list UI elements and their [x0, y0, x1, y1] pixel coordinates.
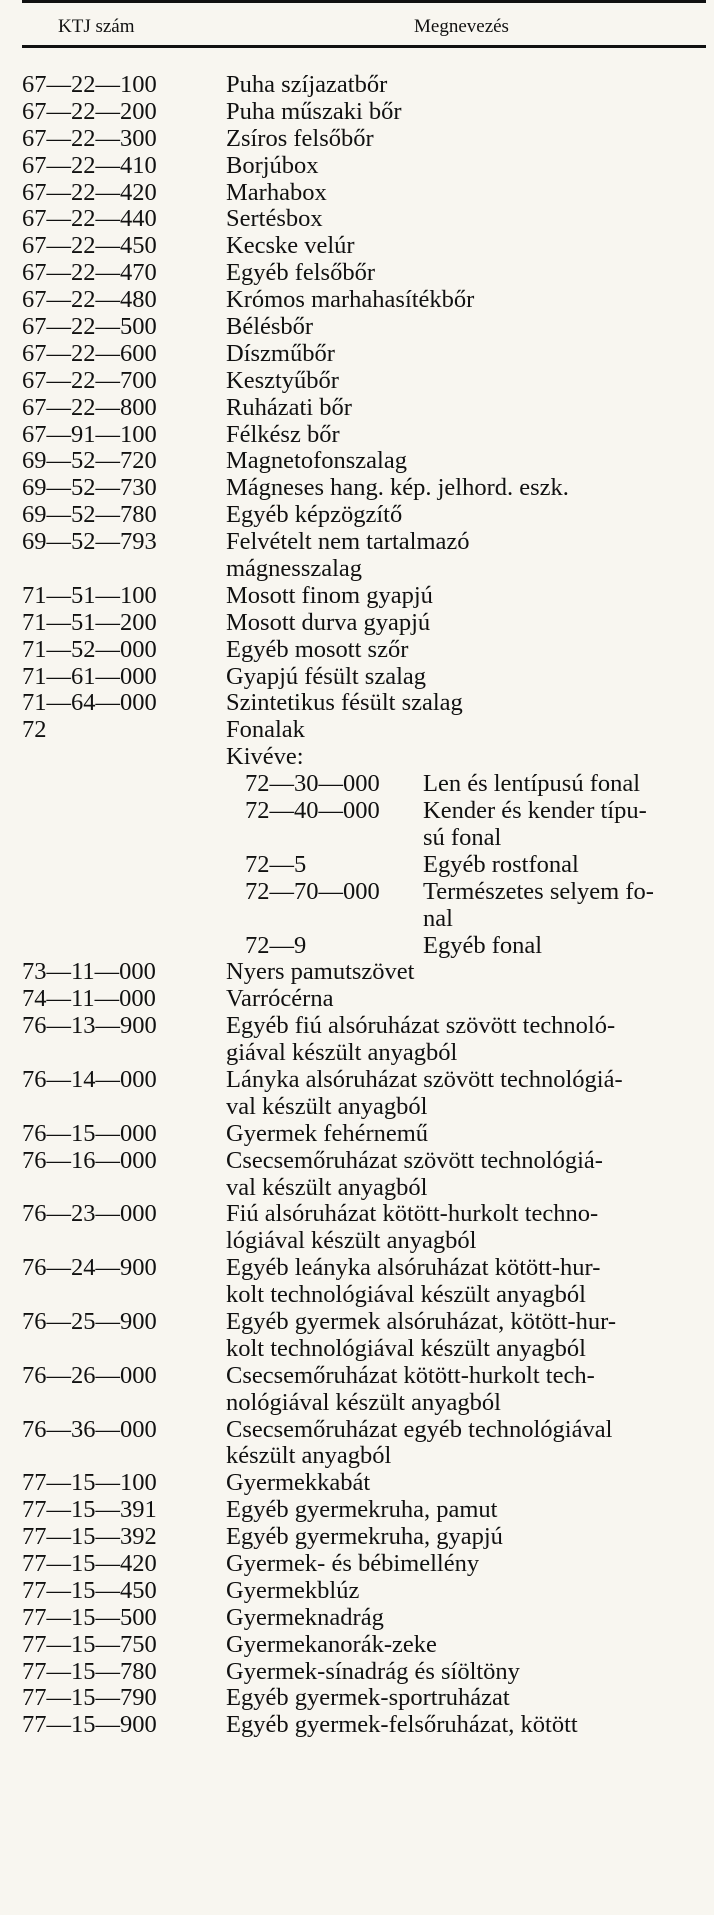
item-name: Csecsemőruházat egyéb technológiával: [226, 1415, 613, 1443]
table-row: [0, 690, 714, 717]
table-row: [0, 906, 714, 933]
item-name: Egyéb gyermek alsóruházat, kötött-hur-: [226, 1307, 617, 1335]
table-row: [0, 583, 714, 610]
table-row: [0, 879, 714, 906]
item-code: 69—52—780: [22, 501, 157, 529]
item-name: Gyermekanorák-zeke: [226, 1630, 437, 1658]
item-name: Díszműbőr: [226, 339, 335, 367]
item-code: 74—11—000: [22, 985, 156, 1013]
item-name: Sertésbox: [226, 205, 323, 233]
item-name: Egyéb gyermek-sportruházat: [226, 1684, 510, 1712]
item-name: Egyéb gyermek-felsőruházat, kötött: [226, 1711, 578, 1739]
item-code: 71—61—000: [22, 662, 157, 690]
item-code: 71—52—000: [22, 635, 157, 663]
item-name: Magnetofonszalag: [226, 447, 407, 475]
item-name: Csecsemőruházat szövött technológiá-: [226, 1146, 603, 1174]
item-name: Varrócérna: [226, 985, 334, 1013]
table-row: [0, 959, 714, 986]
table-row: [0, 1067, 714, 1094]
item-code: 76—36—000: [22, 1415, 157, 1443]
table-row: [0, 153, 714, 180]
item-name: Gyapjú fésült szalag: [226, 662, 427, 690]
table-row: [0, 341, 714, 368]
table-row: [0, 1632, 714, 1659]
item-code: 67—22—600: [22, 339, 157, 367]
item-code: 67—22—410: [22, 151, 157, 179]
item-code: 69—52—793: [22, 528, 157, 556]
item-code: 76—15—000: [22, 1119, 157, 1147]
table-row: [0, 1121, 714, 1148]
sub-item-name: sú fonal: [423, 823, 502, 851]
table-row: [0, 1605, 714, 1632]
table-row: [0, 448, 714, 475]
item-code: 76—23—000: [22, 1200, 157, 1228]
item-code: 67—22—480: [22, 286, 157, 314]
item-name: Gyermek fehérnemű: [226, 1119, 429, 1147]
item-name: Bélésbőr: [226, 313, 314, 341]
table-row: [0, 933, 714, 960]
item-code: 76—26—000: [22, 1361, 157, 1389]
table-row: [0, 1040, 714, 1067]
table-row: [0, 986, 714, 1013]
item-code: 69—52—730: [22, 474, 157, 502]
sub-item-code: 72—5: [245, 850, 307, 878]
item-name: Egyéb képzögzítő: [226, 501, 403, 529]
item-code: 71—64—000: [22, 689, 157, 717]
item-code: 67—22—800: [22, 393, 157, 421]
item-code: 77—15—392: [22, 1523, 157, 1551]
item-name: giával készült anyagból: [226, 1039, 458, 1067]
item-name: Felvételt nem tartalmazó: [226, 528, 470, 556]
table-header: [22, 0, 706, 48]
table-row: [0, 1228, 714, 1255]
item-code: 76—25—900: [22, 1307, 157, 1335]
table-row: [0, 1148, 714, 1175]
item-code: 77—15—900: [22, 1711, 157, 1739]
item-code: 69—52—720: [22, 447, 157, 475]
item-code: 67—22—470: [22, 259, 157, 287]
table-row: [0, 1094, 714, 1121]
item-name: Gyermekkabát: [226, 1469, 371, 1497]
table-row: [0, 502, 714, 529]
table-row: [0, 744, 714, 771]
item-name: Mosott durva gyapjú: [226, 608, 431, 636]
item-name: Kesztyűbőr: [226, 366, 339, 394]
item-name: Kivéve:: [226, 743, 304, 771]
table-row: [0, 1336, 714, 1363]
item-name: lógiával készült anyagból: [226, 1227, 477, 1255]
item-name: Puha szíjazatbőr: [226, 71, 388, 98]
table-row: [0, 1363, 714, 1390]
table-row: [0, 395, 714, 422]
table-row: [0, 771, 714, 798]
item-code: 77—15—750: [22, 1630, 157, 1658]
table-row: [0, 287, 714, 314]
item-name: val készült anyagból: [226, 1092, 428, 1120]
table-row: [0, 314, 714, 341]
item-code: 67—22—100: [22, 71, 157, 98]
table-row: [0, 1524, 714, 1551]
item-name: Fonalak: [226, 716, 305, 744]
item-code: 73—11—000: [22, 958, 156, 986]
table-row: [0, 529, 714, 556]
item-name: Egyéb gyermekruha, gyapjú: [226, 1523, 503, 1551]
item-code: 77—15—450: [22, 1576, 157, 1604]
item-name: készült anyagból: [226, 1442, 392, 1470]
sub-item-code: 72—70—000: [245, 877, 380, 905]
item-name: Egyéb felsőbőr: [226, 259, 375, 287]
table-row: [0, 1201, 714, 1228]
table-row: [0, 260, 714, 287]
table-row: [0, 637, 714, 664]
item-name: kolt technológiával készült anyagból: [226, 1334, 586, 1362]
table-row: [0, 852, 714, 879]
item-code: 76—16—000: [22, 1146, 157, 1174]
item-name: Egyéb leányka alsóruházat kötött-hur-: [226, 1254, 601, 1282]
table-row: [0, 556, 714, 583]
item-name: Egyéb fiú alsóruházat szövött technoló-: [226, 1012, 616, 1040]
table-row: [0, 1685, 714, 1712]
header-name: Megnevezés: [414, 16, 509, 37]
item-code: 76—13—900: [22, 1012, 157, 1040]
table-body: [0, 72, 714, 1739]
item-code: 67—22—300: [22, 124, 157, 152]
table-row: [0, 180, 714, 207]
item-code: 76—24—900: [22, 1254, 157, 1282]
item-code: 77—15—100: [22, 1469, 157, 1497]
table-row: [0, 1497, 714, 1524]
table-row: [0, 1712, 714, 1739]
item-name: Marhabox: [226, 178, 327, 206]
item-code: 77—15—500: [22, 1603, 157, 1631]
item-code: 67—22—500: [22, 313, 157, 341]
sub-item-name: Természetes selyem fo-: [423, 877, 654, 905]
table-row: [0, 1255, 714, 1282]
item-code: 67—22—450: [22, 232, 157, 260]
table-row: [0, 126, 714, 153]
item-name: Egyéb mosott szőr: [226, 635, 409, 663]
item-name: kolt technológiával készült anyagból: [226, 1281, 586, 1309]
item-name: Kecske velúr: [226, 232, 355, 260]
item-code: 76—14—000: [22, 1065, 157, 1093]
item-name: Gyermek-sínadrág és síöltöny: [226, 1657, 520, 1685]
sub-item-code: 72—30—000: [245, 770, 380, 798]
sub-item-code: 72—40—000: [245, 797, 380, 825]
item-name: Zsíros felsőbőr: [226, 124, 374, 152]
table-row: [0, 1390, 714, 1417]
item-code: 67—22—440: [22, 205, 157, 233]
table-row: [0, 1659, 714, 1686]
sub-item-name: Egyéb rostfonal: [423, 850, 579, 878]
table-row: [0, 99, 714, 126]
item-code: 71—51—100: [22, 581, 157, 609]
sub-item-name: Kender és kender típu-: [423, 797, 647, 825]
table-row: [0, 475, 714, 502]
item-code: 67—22—700: [22, 366, 157, 394]
item-name: Szintetikus fésült szalag: [226, 689, 463, 717]
item-code: 67—22—420: [22, 178, 157, 206]
item-name: nológiával készült anyagból: [226, 1388, 501, 1416]
table-row: [0, 798, 714, 825]
table-row: [0, 1443, 714, 1470]
item-name: Csecsemőruházat kötött-hurkolt tech-: [226, 1361, 595, 1389]
item-code: 77—15—391: [22, 1496, 157, 1524]
table-row: [0, 610, 714, 637]
table-row: [0, 368, 714, 395]
sub-item-code: 72—9: [245, 931, 307, 959]
sub-item-name: Egyéb fonal: [423, 931, 543, 959]
table-row: [0, 1282, 714, 1309]
item-name: Puha műszaki bőr: [226, 97, 402, 125]
item-code: 77—15—790: [22, 1684, 157, 1712]
item-name: Gyermek- és bébimellény: [226, 1549, 480, 1577]
item-name: Gyermeknadrág: [226, 1603, 384, 1631]
table-row: [0, 1013, 714, 1040]
sub-item-name: Len és lentípusú fonal: [423, 770, 641, 798]
item-code: 77—15—420: [22, 1549, 157, 1577]
table-row: [0, 1470, 714, 1497]
table-row: [0, 825, 714, 852]
item-code: 77—15—780: [22, 1657, 157, 1685]
item-code: 71—51—200: [22, 608, 157, 636]
item-name: Nyers pamutszövet: [226, 958, 415, 986]
item-name: Mosott finom gyapjú: [226, 581, 433, 609]
item-name: val készült anyagból: [226, 1173, 428, 1201]
table-row: [0, 717, 714, 744]
item-name: Mágneses hang. kép. jelhord. eszk.: [226, 474, 569, 502]
item-name: Krómos marhahasítékbőr: [226, 286, 475, 314]
item-name: Fiú alsóruházat kötött-hurkolt techno-: [226, 1200, 599, 1228]
table-row: [0, 1309, 714, 1336]
table-row: [0, 1175, 714, 1202]
item-code: 72: [22, 716, 47, 744]
item-name: Lányka alsóruházat szövött technológiá-: [226, 1065, 623, 1093]
item-name: Félkész bőr: [226, 420, 340, 448]
item-name: Egyéb gyermekruha, pamut: [226, 1496, 498, 1524]
item-name: Gyermekblúz: [226, 1576, 360, 1604]
table-row: [0, 1417, 714, 1444]
item-name: Ruházati bőr: [226, 393, 352, 421]
table-row: [0, 233, 714, 260]
header-code: KTJ szám: [58, 16, 135, 37]
table-row: [0, 206, 714, 233]
table-row: [0, 422, 714, 449]
item-name: mágnesszalag: [226, 555, 363, 583]
item-name: Borjúbox: [226, 151, 319, 179]
item-code: 67—22—200: [22, 97, 157, 125]
table-row: [0, 1578, 714, 1605]
item-code: 67—91—100: [22, 420, 157, 448]
table-row: [0, 1551, 714, 1578]
table-row: [0, 664, 714, 691]
table-row: [0, 72, 714, 99]
sub-item-name: nal: [423, 904, 453, 932]
